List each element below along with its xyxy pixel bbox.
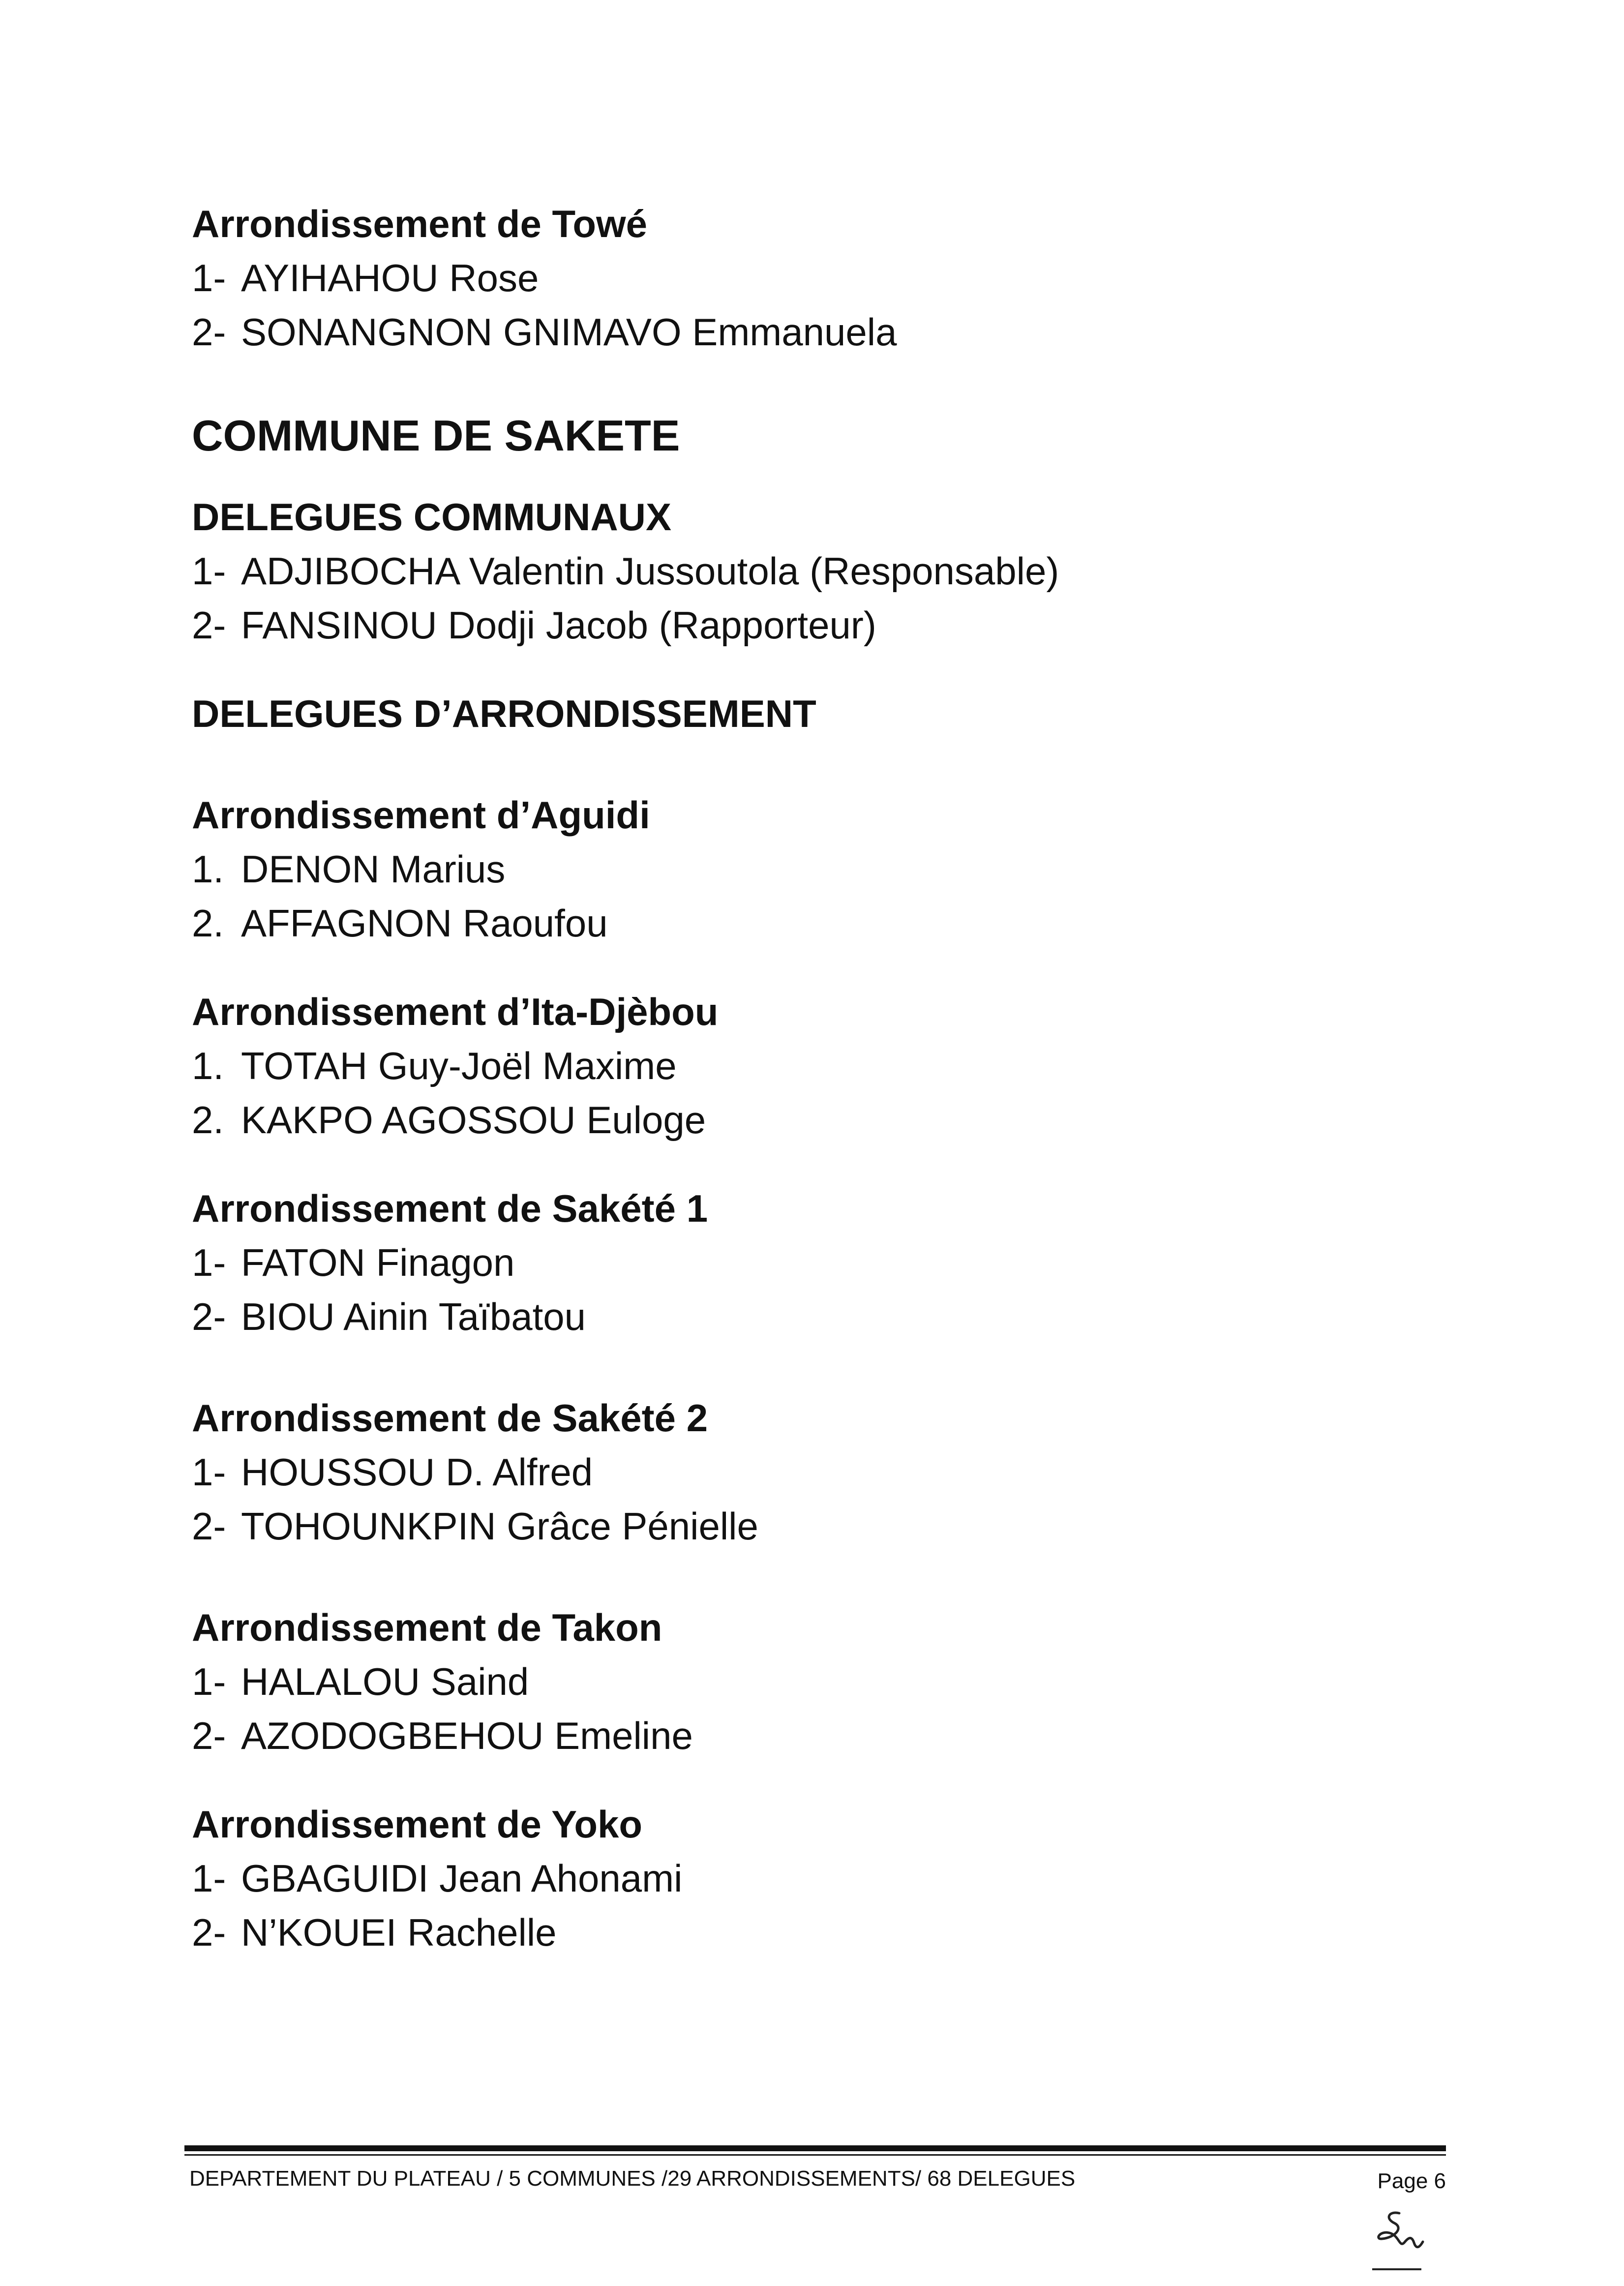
list-item	[192, 305, 1471, 359]
section-sakete-1	[192, 1181, 1471, 1344]
signature-dash	[1372, 2268, 1421, 2270]
list-item	[192, 544, 1471, 598]
item-name: TOTAH Guy-Joël Maxime	[241, 1044, 677, 1087]
section-title: Arrondissement de Yoko	[192, 1803, 643, 1846]
footer-text: DEPARTEMENT DU PLATEAU / 5 COMMUNES /29 ARRONDISSEMENTS/ 68 DELEGUES	[189, 2166, 1076, 2191]
spacer	[192, 741, 1471, 788]
item-number: 2.	[192, 902, 224, 945]
spacer	[192, 652, 1471, 687]
list-item	[192, 1039, 1471, 1093]
section-title: Arrondissement de Sakété 2	[192, 1396, 708, 1440]
page-number: Page 6	[1377, 2169, 1446, 2193]
list-item	[192, 1905, 1471, 1959]
item-number: 1.	[192, 847, 224, 891]
section-title: Arrondissement de Takon	[192, 1606, 662, 1649]
commune-title: COMMUNE DE SAKETE	[192, 411, 680, 460]
section-towe	[192, 197, 1471, 359]
item-number: 2-	[192, 1504, 226, 1548]
section-title: Arrondissement d’Ita-Djèbou	[192, 990, 719, 1033]
delegues-arrondissement-title: DELEGUES D’ARRONDISSEMENT	[192, 692, 816, 735]
spacer	[192, 1147, 1471, 1181]
list-item	[192, 1445, 1471, 1499]
item-number: 2-	[192, 1714, 226, 1757]
list-item	[192, 1235, 1471, 1290]
spacer	[192, 465, 1471, 490]
footer-rule	[184, 2145, 1446, 2151]
section-title: Arrondissement de Sakété 1	[192, 1187, 708, 1230]
spacer	[192, 1763, 1471, 1797]
list-item	[192, 1093, 1471, 1147]
item-name: HOUSSOU D. Alfred	[241, 1450, 593, 1494]
section-title: Arrondissement d’Aguidi	[192, 793, 650, 837]
signature-initials	[1365, 2208, 1439, 2262]
item-number: 2-	[192, 1911, 226, 1954]
item-name: FANSINOU Dodji Jacob (Rapporteur)	[241, 603, 876, 647]
section-sakete-2	[192, 1391, 1471, 1553]
item-name: DENON Marius	[241, 847, 506, 891]
section-title: Arrondissement de Towé	[192, 202, 648, 245]
footer-rule-thin	[184, 2154, 1446, 2156]
list-item	[192, 598, 1471, 652]
section-delegues-communaux	[192, 490, 1471, 652]
list-item	[192, 1654, 1471, 1709]
item-number: 2-	[192, 603, 226, 647]
item-name: N’KOUEI Rachelle	[241, 1911, 557, 1954]
list-item	[192, 842, 1471, 896]
item-name: HALALOU Saind	[241, 1660, 529, 1703]
list-item	[192, 1290, 1471, 1344]
item-name: AFFAGNON Raoufou	[241, 902, 608, 945]
item-name: SONANGNON GNIMAVO Emmanuela	[241, 310, 897, 354]
item-name: TOHOUNKPIN Grâce Pénielle	[241, 1504, 758, 1548]
item-name: KAKPO AGOSSOU Euloge	[241, 1098, 706, 1142]
spacer	[192, 1344, 1471, 1391]
item-number: 1-	[192, 1857, 226, 1900]
document-body	[192, 197, 1471, 1959]
item-number: 1-	[192, 1241, 226, 1284]
section-aguidi	[192, 788, 1471, 950]
item-name: ADJIBOCHA Valentin Jussoutola (Responsable)	[241, 549, 1059, 593]
spacer	[192, 1553, 1471, 1600]
list-item	[192, 896, 1471, 950]
item-name: BIOU Ainin Taïbatou	[241, 1295, 586, 1338]
list-item	[192, 1851, 1471, 1905]
section-takon	[192, 1600, 1471, 1763]
item-number: 1-	[192, 549, 226, 593]
section-yoko	[192, 1797, 1471, 1959]
item-name: AZODOGBEHOU Emeline	[241, 1714, 693, 1757]
item-name: FATON Finagon	[241, 1241, 515, 1284]
section-ita-djebou	[192, 985, 1471, 1147]
item-number: 1.	[192, 1044, 224, 1087]
item-number: 1-	[192, 1660, 226, 1703]
item-number: 1-	[192, 1450, 226, 1494]
section-title: DELEGUES COMMUNAUX	[192, 495, 672, 539]
spacer	[192, 950, 1471, 985]
item-number: 2-	[192, 1295, 226, 1338]
list-item	[192, 1709, 1471, 1763]
list-item	[192, 1499, 1471, 1553]
item-number: 2-	[192, 310, 226, 354]
item-name: AYIHAHOU Rose	[241, 256, 539, 300]
item-number: 1-	[192, 256, 226, 300]
list-item	[192, 251, 1471, 305]
item-number: 2.	[192, 1098, 224, 1142]
spacer	[192, 359, 1471, 406]
item-name: GBAGUIDI Jean Ahonami	[241, 1857, 683, 1900]
